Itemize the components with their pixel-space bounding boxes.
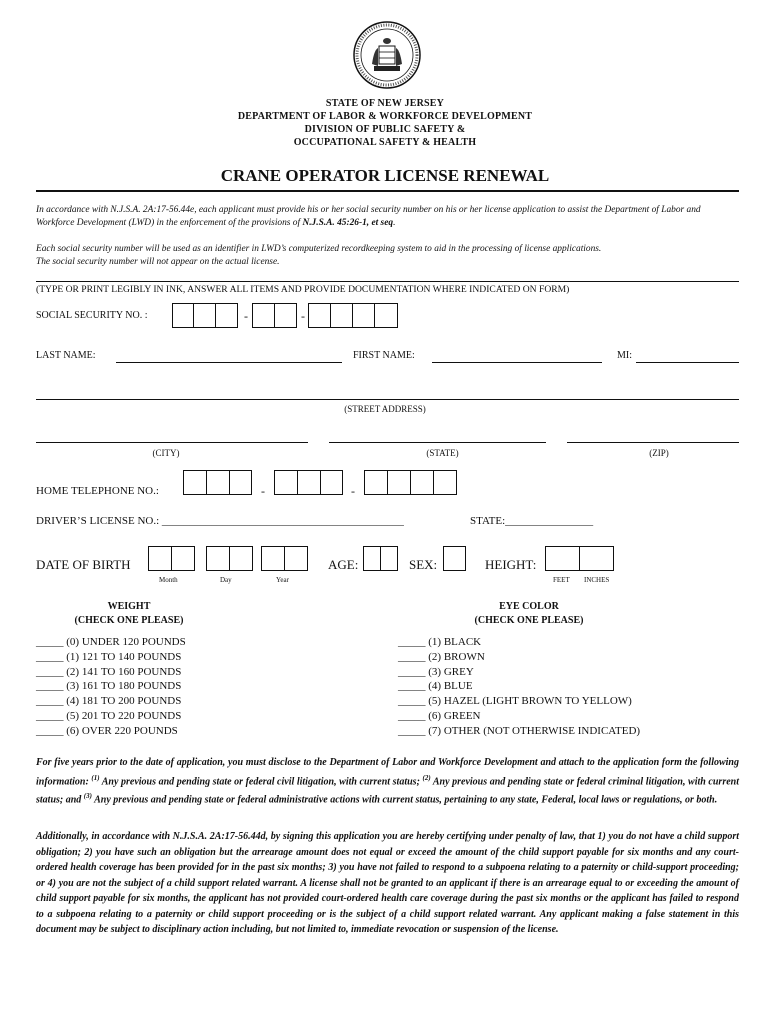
sex-box[interactable] (443, 546, 466, 571)
sex-label: SEX: (409, 557, 438, 572)
street-address-caption: (STREET ADDRESS) (344, 404, 426, 414)
age-digit-2[interactable] (380, 546, 398, 571)
ssn-notice-text: In accordance with N.J.S.A. 2A:17-56.44e, each applicant must provide his or her social security number on his or her license application to assist the Department of Labor and Workforce Development (LWD) in the enforcement of the provisions of (36, 205, 701, 228)
eye-color-option[interactable]: _____ (7) OTHER (NOT OTHERWISE INDICATED) (398, 724, 641, 737)
disclosure-item-3: Any previous and pending state or federal administrative actions with current status, pertaining to any state, Federal, local laws or regulations, or both. (91, 794, 718, 806)
ssn-digit-7[interactable] (330, 303, 353, 328)
eye-color-options (398, 635, 640, 739)
ssn-usage-notice (36, 243, 741, 269)
dob-year-1[interactable] (261, 546, 285, 571)
dob-month-2[interactable] (171, 546, 195, 571)
ssn-digit-3[interactable] (215, 303, 238, 328)
last-name-label: LAST NAME: (36, 350, 96, 361)
phone-digit-9[interactable] (410, 470, 434, 495)
weight-option[interactable]: _____ (0) UNDER 120 POUNDS (36, 636, 186, 648)
month-caption: Month (159, 576, 178, 584)
phone-dash-1: - (261, 484, 265, 498)
age-label: AGE: (328, 557, 359, 572)
dob-day-1[interactable] (206, 546, 230, 571)
disclosure-num-3: (3) (83, 792, 92, 801)
height-feet-box[interactable] (545, 546, 580, 571)
eye-color-option[interactable]: _____ (3) GREY (398, 665, 474, 678)
drivers-license-label[interactable]: DRIVER’S LICENSE NO.: ____________________________________________ (36, 515, 404, 527)
eye-color-heading (440, 600, 618, 628)
state-caption: (STATE) (426, 448, 459, 458)
title-rule (36, 190, 739, 192)
year-caption: Year (276, 576, 289, 584)
disclosure-item-2: Any previous and pending state or federal criminal litigation, with current status; and (36, 775, 739, 806)
ssn-dash-1: - (244, 309, 248, 323)
city-field[interactable] (36, 442, 308, 443)
disclosure-paragraph (36, 755, 739, 808)
instructions: (TYPE OR PRINT LEGIBLY IN INK, ANSWER ALL ITEMS AND PROVIDE DOCUMENTATION WHERE INDICATED ON FORM) (36, 284, 570, 295)
home-phone-label: HOME TELEPHONE NO.: (36, 485, 159, 497)
weight-option[interactable]: _____ (3) 161 TO 180 POUNDS (36, 680, 182, 693)
phone-digit-3[interactable] (229, 470, 252, 495)
ssn-digit-1[interactable] (172, 303, 194, 328)
disclosure-num-2: (2) (422, 773, 431, 782)
phone-digit-4[interactable] (274, 470, 298, 495)
weight-title: WEIGHT (107, 601, 151, 612)
feet-caption: FEET (553, 576, 570, 584)
eye-color-title: EYE COLOR (499, 601, 559, 612)
first-name-label: FIRST NAME: (353, 350, 415, 361)
ssn-digit-6[interactable] (308, 303, 331, 328)
eye-color-option[interactable]: _____ (6) GREEN (398, 709, 481, 722)
weight-heading (36, 600, 222, 628)
weight-option[interactable]: _____ (6) OVER 220 POUNDS (36, 724, 178, 737)
phone-digit-8[interactable] (387, 470, 411, 495)
dl-state-label[interactable]: STATE:________________ (470, 515, 594, 527)
ssn-notice-end: . (393, 218, 396, 228)
weight-options (36, 635, 186, 739)
eye-color-option[interactable]: _____ (5) HAZEL (LIGHT BROWN TO YELLOW) (398, 695, 632, 708)
last-name-field[interactable] (116, 362, 342, 363)
form-title: CRANE OPERATOR LICENSE RENEWAL (220, 166, 550, 185)
zip-field[interactable] (567, 442, 739, 443)
certification-paragraph: Additionally, in accordance with N.J.S.A. 2A:17-56.44d, by signing this application you are hereby certifying under penalty of law, that 1) you do not have a child support obligation; 2) you have such an obligation but the arrearage amount does not equal or exceed the amount of the child support payable for six months and any court-ordered health coverage has been provided for in the past six months; 3) you have not failed to respond to a subpoena relating to a paternity or child-support proceeding; or 4) you are not the subject of a child support related warrant. A license shall not be granted to an applicant if there is an arrearage equal to or exceeding the amount of child support payable for six months, the applicant has not provided court-ordered health care coverage during the past six months or the applicant has failed to respond to a subpoena relating to a paternity or child support proceeding or is the subject of a child support related warrant. Any applicant making a false statement in this document may be subject to disciplinary action including, but not limited to, immediate revocation or suspension of the license. (36, 831, 739, 935)
city-caption: (CITY) (152, 448, 180, 458)
header-state: STATE OF NEW JERSEY (325, 98, 445, 109)
phone-digit-6[interactable] (320, 470, 343, 495)
disclosure-num-1: (1) (91, 773, 100, 782)
state-field[interactable] (329, 442, 546, 443)
ssn-dash-2: - (301, 309, 305, 323)
header-department: DEPARTMENT OF LABOR & WORKFORCE DEVELOPMENT (237, 111, 533, 122)
dob-month-1[interactable] (148, 546, 172, 571)
eye-color-option[interactable]: _____ (2) BROWN (398, 650, 485, 663)
header-division-2: OCCUPATIONAL SAFETY & HEALTH (293, 137, 477, 148)
instructions-rule (36, 281, 739, 282)
disclosure-item-1: Any previous and pending state or federal civil litigation, with current status; (99, 775, 423, 787)
ssn-digit-8[interactable] (352, 303, 375, 328)
agency-header (0, 97, 770, 149)
phone-digit-2[interactable] (206, 470, 230, 495)
weight-option[interactable]: _____ (1) 121 TO 140 POUNDS (36, 650, 182, 663)
weight-option[interactable]: _____ (5) 201 TO 220 POUNDS (36, 709, 182, 722)
phone-digit-7[interactable] (364, 470, 388, 495)
phone-digit-10[interactable] (433, 470, 457, 495)
mi-label: MI: (617, 350, 632, 361)
eye-color-instruction: (CHECK ONE PLEASE) (474, 615, 584, 626)
zip-caption: (ZIP) (649, 448, 669, 458)
weight-option[interactable]: _____ (4) 181 TO 200 POUNDS (36, 695, 182, 708)
mi-field[interactable] (636, 362, 739, 363)
street-address-field[interactable] (36, 399, 739, 400)
ssn-usage-line-1: Each social security number will be used as an identifier in LWD’s computerized recordkeeping system to aid in the processing of license applications. (36, 244, 602, 254)
height-inches-box[interactable] (579, 546, 614, 571)
ssn-notice (36, 204, 741, 230)
ssn-digit-4[interactable] (252, 303, 275, 328)
phone-digit-5[interactable] (297, 470, 321, 495)
weight-instruction: (CHECK ONE PLEASE) (74, 615, 184, 626)
ssn-digit-9[interactable] (374, 303, 398, 328)
day-caption: Day (220, 576, 232, 584)
first-name-field[interactable] (432, 362, 602, 363)
dob-year-2[interactable] (284, 546, 308, 571)
inches-caption: INCHES (584, 576, 610, 584)
state-seal-icon (352, 20, 422, 90)
dob-label: DATE OF BIRTH (36, 557, 131, 572)
eye-color-option[interactable]: _____ (1) BLACK (398, 636, 482, 648)
age-digit-1[interactable] (363, 546, 381, 571)
eye-color-option[interactable]: _____ (4) BLUE (398, 680, 473, 693)
ssn-label: SOCIAL SECURITY NO. : (36, 310, 148, 321)
height-label: HEIGHT: (485, 557, 537, 572)
ssn-notice-statute: N.J.S.A. 45:26-1, et seq (302, 218, 394, 228)
ssn-usage-line-2: The social security number will not appear on the actual license. (36, 257, 280, 267)
header-division: DIVISION OF PUBLIC SAFETY & (304, 124, 466, 135)
dob-day-2[interactable] (229, 546, 253, 571)
weight-option[interactable]: _____ (2) 141 TO 160 POUNDS (36, 665, 182, 678)
disclosure-intro: For five years prior to the date of application, you must disclose to the Department of Labor and Workforce Development and attach to the application form the following information: (36, 757, 739, 787)
phone-dash-2: - (351, 484, 355, 498)
ssn-digit-5[interactable] (274, 303, 297, 328)
ssn-digit-2[interactable] (193, 303, 216, 328)
phone-digit-1[interactable] (183, 470, 207, 495)
